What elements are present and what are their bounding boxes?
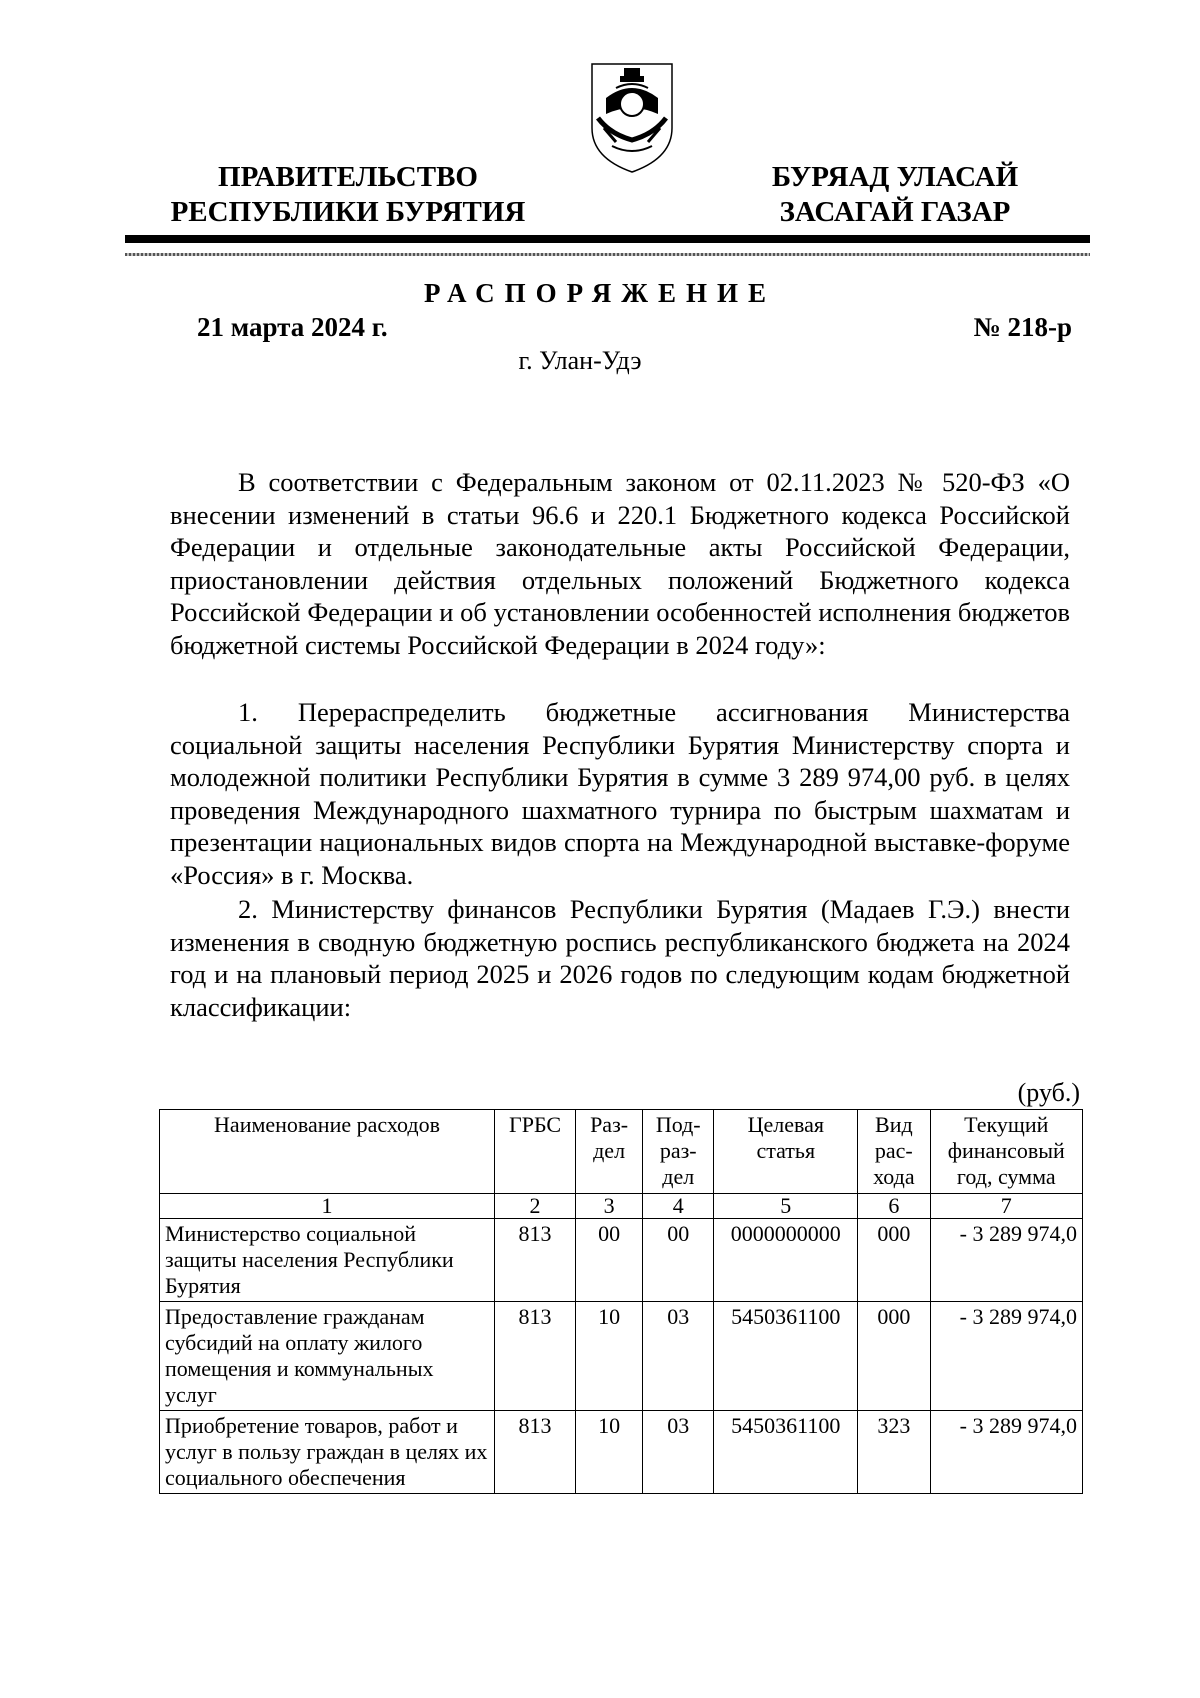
cell-podrazdel: 03 [643,1411,714,1494]
header-cell-article: Целевая статья [714,1110,858,1194]
cell-vid: 323 [858,1411,930,1494]
cell-name: Министерство социальной защиты населения Республики Бурятия [160,1219,495,1302]
header-government-ru [158,160,538,230]
header-cell-sum: Текущий финансовый год, сумма [930,1110,1082,1194]
table-row [160,1219,1083,1302]
index-cell: 1 [160,1194,495,1219]
table-row [160,1302,1083,1411]
cell-grbs: 813 [495,1219,576,1302]
cell-podrazdel: 03 [643,1302,714,1411]
header-divider-thin [125,253,1090,256]
header-right-line1: БУРЯАД УЛАСАЙ [771,161,1019,193]
header-cell-grbs: ГРБС [495,1110,576,1194]
clause-2-paragraph: 2. Министерству финансов Республики Бурятия (Мадаев Г.Э.) внести изменения в сводную бюджетную роспись республиканского бюджета на 2024 год и на плановый период 2025 и 2026 годов по следующим кодам бюджетной классификации: [170,894,1070,1022]
cell-vid: 000 [858,1219,930,1302]
header-left-line1: ПРАВИТЕЛЬСТВО [218,161,478,193]
header-cell-name: Наименование расходов [160,1110,495,1194]
index-cell: 6 [858,1194,930,1219]
cell-podrazdel: 00 [643,1219,714,1302]
cell-article: 0000000000 [714,1219,858,1302]
header-divider-thick [125,235,1090,243]
document-title: РАСПОРЯЖЕНИЕ [423,278,777,308]
cell-name: Предоставление гражданам субсидий на оплату жилого помещения и коммунальных услуг [160,1302,495,1411]
document-date: 21 марта 2024 г. [197,312,388,342]
cell-grbs: 813 [495,1302,576,1411]
index-cell: 4 [643,1194,714,1219]
document-city: г. Улан-Удэ [518,346,642,375]
header-cell-vid: Вид рас-хода [858,1110,930,1194]
index-cell: 3 [576,1194,643,1219]
cell-article: 5450361100 [714,1302,858,1411]
cell-vid: 000 [858,1302,930,1411]
budget-classification-table [159,1109,1083,1494]
index-cell: 5 [714,1194,858,1219]
cell-article: 5450361100 [714,1411,858,1494]
cell-sum: - 3 289 974,0 [930,1411,1082,1494]
table-row [160,1411,1083,1494]
table-unit-label: (руб.) [1017,1078,1080,1107]
cell-razdel: 10 [576,1411,643,1494]
index-cell: 7 [930,1194,1082,1219]
cell-razdel: 00 [576,1219,643,1302]
cell-sum: - 3 289 974,0 [930,1219,1082,1302]
header-right-line2: ЗАСАГАЙ ГАЗАР [779,196,1011,228]
header-cell-razdel: Раз-дел [576,1110,643,1194]
cell-grbs: 813 [495,1411,576,1494]
clause-1-paragraph: 1. Перераспределить бюджетные ассигнования Министерства социальной защиты населения Республики Бурятия Министерству спорта и молодежной политики Республики Бурятия в сумме 3 289 974,00 руб. в целях проведения Международного шахматного турнира по быстрым шахматам и презентации национальных видов спорта на Международной выставке-форуме «Россия» в г. Москва. [170,697,1070,890]
header-cell-podrazdel: Под-раз-дел [643,1110,714,1194]
index-cell: 2 [495,1194,576,1219]
coat-of-arms-emblem [586,58,678,176]
cell-razdel: 10 [576,1302,643,1411]
header-government-bua [750,160,1040,230]
cell-name: Приобретение товаров, работ и услуг в пользу граждан в целях их социального обеспечения [160,1411,495,1494]
table-index-row [160,1194,1083,1219]
document-number: № 218-р [973,312,1072,342]
preamble-paragraph: В соответствии с Федеральным законом от 02.11.2023 № 520-ФЗ «О внесении изменений в статьи 96.6 и 220.1 Бюджетного кодекса Российской Федерации и отдельные законодательные акты Российской Федерации, приостановлении действия отдельных положений Бюджетного кодекса Российской Федерации и об установлении особенностей исполнения бюджетов бюджетной системы Российской Федерации в 2024 году»: [170,467,1070,660]
table-header-row [160,1110,1083,1194]
header-left-line2: РЕСПУБЛИКИ БУРЯТИЯ [170,196,526,228]
cell-sum: - 3 289 974,0 [930,1302,1082,1411]
